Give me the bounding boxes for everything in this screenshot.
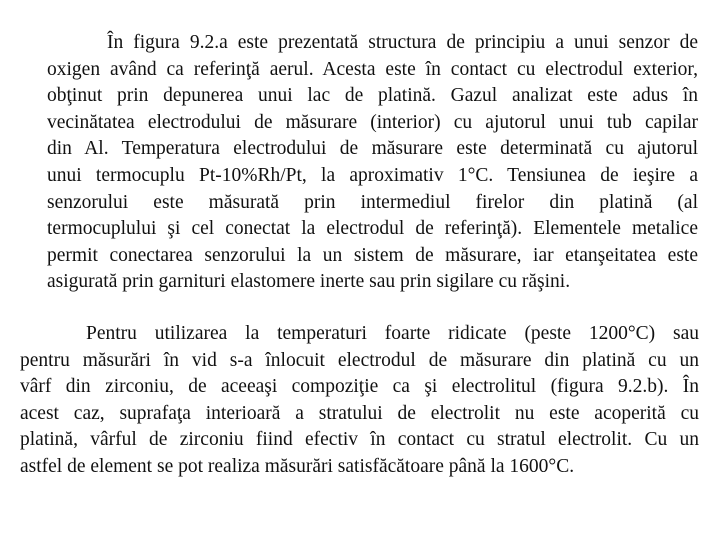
text-line: pentru măsurări în vid s-a înlocuit electrodul de măsurare din platină cu un (20, 349, 699, 371)
text-line: unui termocuplu Pt-10%Rh/Pt, la aproximativ 1°C. Tensiunea de ieşire a (47, 164, 698, 186)
text-line: asigurată prin garnituri elastomere inerte sau prin sigilare cu răşini. (47, 271, 571, 293)
text-line: acest caz, suprafaţa interioară a stratului de electrolit nu este acoperită cu (20, 402, 699, 424)
text-line: permit conectarea senzorului la un sistem de măsurare, iar etanşeitatea este (47, 244, 698, 266)
text-line: astfel de element se pot realiza măsurări satisfăcătoare până la 1600°C. (20, 455, 575, 477)
text-line: din Al. Temperatura electrodului de măsurare este determinată cu ajutorul (47, 138, 698, 160)
text-line: termocuplului şi cel conectat la electrodul de referinţă). Elementele metalice (47, 218, 698, 240)
paragraph-oxygen-sensor-structure (47, 30, 698, 296)
text-line: În figura 9.2.a este prezentată structura de principiu a unui senzor de (107, 32, 698, 53)
text-line: oxigen având ca referinţă aerul. Acesta este în contact cu electrodul exterior, (47, 58, 698, 80)
text-line: obţinut prin depunerea unui lac de platină. Gazul analizat este adus în (47, 85, 698, 107)
paragraph-high-temperature-use (20, 321, 699, 481)
text-line: platină, vârful de zirconiu fiind efectiv în contact cu stratul electrolit. Cu un (20, 429, 699, 451)
text-line: senzorului este măsurată prin intermediul firelor din platină (al (47, 191, 698, 213)
text-line: vârf din zirconiu, de aceeaşi compoziţie ca şi electrolitul (figura 9.2.b). În (20, 376, 699, 398)
text-line: Pentru utilizarea la temperaturi foarte ridicate (peste 1200°C) sau (86, 323, 699, 344)
text-line: vecinătatea electrodului de măsurare (interior) cu ajutorul unui tub capilar (47, 111, 698, 133)
